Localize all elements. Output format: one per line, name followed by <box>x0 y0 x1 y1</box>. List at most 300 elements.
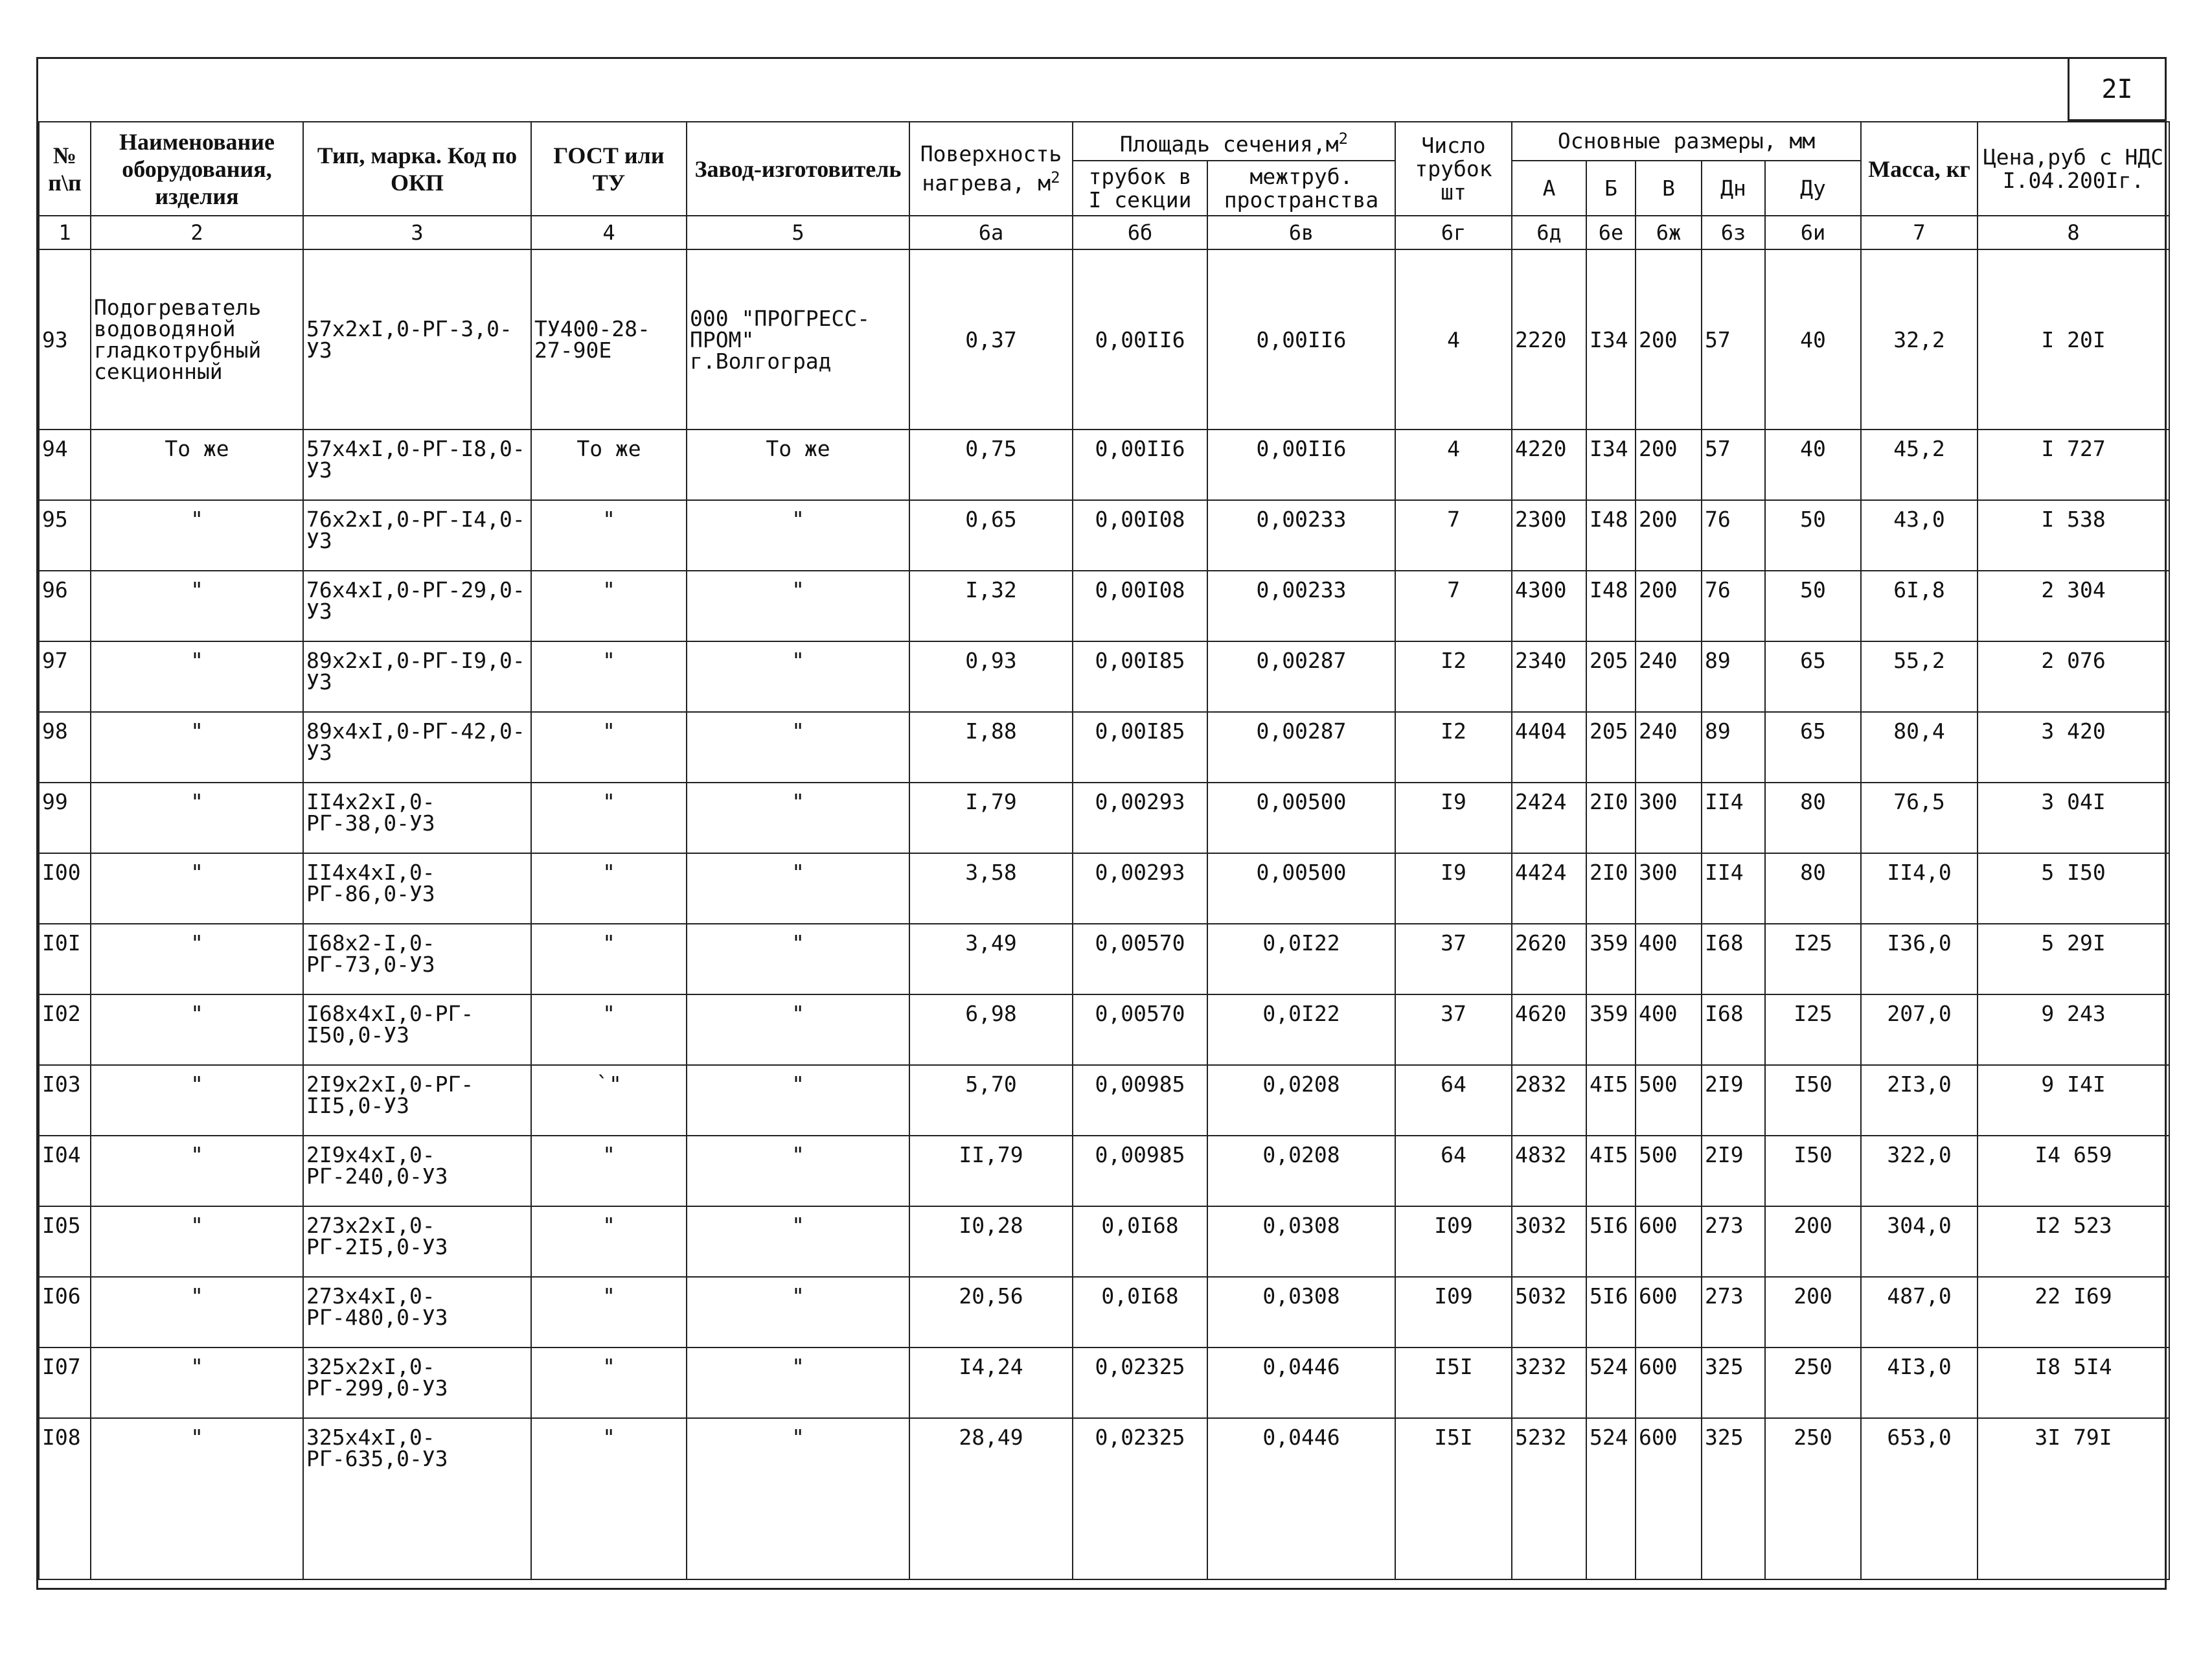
column-number: 6в <box>1207 216 1395 249</box>
cell-mass: I36,0 <box>1861 924 1978 994</box>
header-area-tubes: трубок в I секции <box>1073 161 1207 216</box>
cell-surface: 28,49 <box>909 1418 1073 1579</box>
table-body <box>39 249 2169 1579</box>
cell-surface: I0,28 <box>909 1206 1073 1277</box>
cell-maker: " <box>687 994 909 1065</box>
cell-tubes: 4 <box>1395 249 1512 430</box>
cell-num: I06 <box>39 1277 91 1348</box>
cell-dim-v: 600 <box>1636 1206 1702 1277</box>
cell-tubes: I2 <box>1395 712 1512 783</box>
header-dim-v: В <box>1636 161 1702 216</box>
cell-dim-v: 200 <box>1636 571 1702 641</box>
cell-tubes: 4 <box>1395 430 1512 500</box>
cell-dim-du: 80 <box>1765 853 1861 924</box>
cell-gost: " <box>531 924 687 994</box>
cell-dim-v: 400 <box>1636 924 1702 994</box>
cell-tubes: I09 <box>1395 1206 1512 1277</box>
cell-name: " <box>91 1065 303 1136</box>
cell-dim-a: 4220 <box>1512 430 1586 500</box>
cell-price: I4 659 <box>1978 1136 2169 1206</box>
cell-type: 273х2хI,0-РГ-2I5,0-У3 <box>303 1206 531 1277</box>
cell-maker: " <box>687 500 909 571</box>
cell-name: " <box>91 924 303 994</box>
cell-mass: 76,5 <box>1861 783 1978 853</box>
cell-gost: " <box>531 641 687 712</box>
cell-name: " <box>91 994 303 1065</box>
cell-dim-a: 4832 <box>1512 1136 1586 1206</box>
column-number: 3 <box>303 216 531 249</box>
column-number: 6а <box>909 216 1073 249</box>
header-dims: Основные размеры, мм <box>1512 122 1861 161</box>
cell-dim-a: 4300 <box>1512 571 1586 641</box>
cell-price: 5 29I <box>1978 924 2169 994</box>
cell-surface: 20,56 <box>909 1277 1073 1348</box>
cell-gost: " <box>531 571 687 641</box>
table-row <box>39 1136 2169 1206</box>
cell-dim-dn: 325 <box>1702 1348 1765 1418</box>
header-dim-du: Ду <box>1765 161 1861 216</box>
header-area-inter: межтруб. пространства <box>1207 161 1395 216</box>
cell-area-inter: 0,00233 <box>1207 500 1395 571</box>
cell-dim-b: 2I0 <box>1586 783 1636 853</box>
cell-gost: ТУ400-28-27-90Е <box>531 249 687 430</box>
cell-type: II4х4хI,0-РГ-86,0-У3 <box>303 853 531 924</box>
cell-area-inter: 0,00II6 <box>1207 249 1395 430</box>
cell-mass: II4,0 <box>1861 853 1978 924</box>
cell-num: 94 <box>39 430 91 500</box>
cell-tubes: 37 <box>1395 924 1512 994</box>
cell-name: " <box>91 571 303 641</box>
cell-surface: I,79 <box>909 783 1073 853</box>
cell-gost: " <box>531 1348 687 1418</box>
cell-type: 273х4хI,0-РГ-480,0-У3 <box>303 1277 531 1348</box>
cell-tubes: I9 <box>1395 853 1512 924</box>
cell-name: Подогреватель водоводяной гладкотрубный секционный <box>91 249 303 430</box>
cell-num: 98 <box>39 712 91 783</box>
cell-type: 76х4хI,0-РГ-29,0-У3 <box>303 571 531 641</box>
cell-dim-a: 4404 <box>1512 712 1586 783</box>
cell-mass: 45,2 <box>1861 430 1978 500</box>
cell-num: 97 <box>39 641 91 712</box>
table-row <box>39 853 2169 924</box>
cell-dim-a: 5032 <box>1512 1277 1586 1348</box>
cell-name: " <box>91 853 303 924</box>
cell-gost: `" <box>531 1065 687 1136</box>
cell-mass: 207,0 <box>1861 994 1978 1065</box>
cell-maker: " <box>687 571 909 641</box>
cell-price: I 727 <box>1978 430 2169 500</box>
cell-dim-b: 524 <box>1586 1348 1636 1418</box>
table-row <box>39 1206 2169 1277</box>
cell-type: I68х4хI,0-РГ-I50,0-У3 <box>303 994 531 1065</box>
cell-dim-b: I48 <box>1586 500 1636 571</box>
page-number: 2I <box>2068 59 2165 121</box>
column-number: 6е <box>1586 216 1636 249</box>
document-page <box>36 57 2167 1590</box>
cell-mass: 304,0 <box>1861 1206 1978 1277</box>
cell-surface: I,32 <box>909 571 1073 641</box>
cell-gost: То же <box>531 430 687 500</box>
cell-price: 3I 79I <box>1978 1418 2169 1579</box>
cell-maker: 000 "ПРОГРЕСС-ПРОМ" г.Волгоград <box>687 249 909 430</box>
cell-dim-v: 200 <box>1636 249 1702 430</box>
cell-area-inter: 0,00500 <box>1207 783 1395 853</box>
cell-name: " <box>91 1206 303 1277</box>
cell-dim-dn: 57 <box>1702 249 1765 430</box>
table-row <box>39 249 2169 430</box>
cell-maker: " <box>687 712 909 783</box>
cell-num: 99 <box>39 783 91 853</box>
cell-type: 2I9х2хI,0-РГ-II5,0-У3 <box>303 1065 531 1136</box>
cell-maker: " <box>687 1065 909 1136</box>
cell-area-tubes: 0,00570 <box>1073 924 1207 994</box>
cell-dim-du: 50 <box>1765 571 1861 641</box>
table-row <box>39 1277 2169 1348</box>
cell-num: I0I <box>39 924 91 994</box>
cell-dim-du: I50 <box>1765 1136 1861 1206</box>
cell-dim-dn: 325 <box>1702 1418 1765 1579</box>
column-number: 2 <box>91 216 303 249</box>
cell-area-inter: 0,00500 <box>1207 853 1395 924</box>
header-dim-b: Б <box>1586 161 1636 216</box>
cell-dim-b: I48 <box>1586 571 1636 641</box>
cell-maker: " <box>687 1348 909 1418</box>
cell-dim-dn: 89 <box>1702 641 1765 712</box>
cell-area-inter: 0,0I22 <box>1207 994 1395 1065</box>
cell-dim-b: 4I5 <box>1586 1136 1636 1206</box>
cell-dim-dn: 273 <box>1702 1206 1765 1277</box>
cell-tubes: 7 <box>1395 571 1512 641</box>
cell-area-inter: 0,00287 <box>1207 641 1395 712</box>
cell-name: " <box>91 1348 303 1418</box>
cell-area-inter: 0,0308 <box>1207 1277 1395 1348</box>
column-number: 6и <box>1765 216 1861 249</box>
cell-tubes: I2 <box>1395 641 1512 712</box>
cell-dim-du: I50 <box>1765 1065 1861 1136</box>
table-row <box>39 571 2169 641</box>
cell-dim-dn: 76 <box>1702 500 1765 571</box>
cell-area-tubes: 0,02325 <box>1073 1418 1207 1579</box>
table-row <box>39 641 2169 712</box>
cell-surface: 6,98 <box>909 994 1073 1065</box>
cell-dim-du: I25 <box>1765 994 1861 1065</box>
cell-dim-v: 200 <box>1636 430 1702 500</box>
header-price: Цена,руб с НДС I.04.200Iг. <box>1978 122 2169 216</box>
cell-dim-b: 4I5 <box>1586 1065 1636 1136</box>
cell-dim-du: 65 <box>1765 641 1861 712</box>
column-number: 6з <box>1702 216 1765 249</box>
header-gost: ГОСТ или ТУ <box>531 122 687 216</box>
cell-dim-a: 2340 <box>1512 641 1586 712</box>
cell-dim-b: 359 <box>1586 994 1636 1065</box>
table-row <box>39 924 2169 994</box>
cell-dim-a: 3232 <box>1512 1348 1586 1418</box>
header-name: Наименование оборудования, изделия <box>91 122 303 216</box>
cell-dim-v: 600 <box>1636 1348 1702 1418</box>
cell-gost: " <box>531 712 687 783</box>
cell-area-tubes: 0,02325 <box>1073 1348 1207 1418</box>
cell-area-tubes: 0,00I08 <box>1073 500 1207 571</box>
cell-area-tubes: 0,00I85 <box>1073 641 1207 712</box>
cell-maker: " <box>687 853 909 924</box>
column-number: 6д <box>1512 216 1586 249</box>
cell-name: " <box>91 1136 303 1206</box>
cell-num: I05 <box>39 1206 91 1277</box>
cell-name: " <box>91 1418 303 1579</box>
cell-name: " <box>91 783 303 853</box>
cell-dim-dn: 76 <box>1702 571 1765 641</box>
cell-type: 76х2хI,0-РГ-I4,0-У3 <box>303 500 531 571</box>
table-row <box>39 994 2169 1065</box>
cell-mass: 55,2 <box>1861 641 1978 712</box>
cell-num: I03 <box>39 1065 91 1136</box>
cell-gost: " <box>531 783 687 853</box>
cell-dim-dn: 57 <box>1702 430 1765 500</box>
cell-tubes: 64 <box>1395 1065 1512 1136</box>
table-row <box>39 783 2169 853</box>
cell-area-tubes: 0,00II6 <box>1073 430 1207 500</box>
cell-dim-dn: II4 <box>1702 853 1765 924</box>
cell-area-tubes: 0,0I68 <box>1073 1206 1207 1277</box>
cell-dim-b: 205 <box>1586 712 1636 783</box>
cell-surface: II,79 <box>909 1136 1073 1206</box>
cell-dim-b: 5I6 <box>1586 1206 1636 1277</box>
table-row <box>39 500 2169 571</box>
cell-area-inter: 0,0208 <box>1207 1065 1395 1136</box>
column-number: 6ж <box>1636 216 1702 249</box>
cell-area-tubes: 0,00985 <box>1073 1136 1207 1206</box>
cell-dim-du: 250 <box>1765 1348 1861 1418</box>
cell-tubes: 64 <box>1395 1136 1512 1206</box>
cell-maker: " <box>687 1136 909 1206</box>
cell-area-tubes: 0,00293 <box>1073 853 1207 924</box>
cell-dim-du: 40 <box>1765 249 1861 430</box>
cell-type: 57х4хI,0-РГ-I8,0-У3 <box>303 430 531 500</box>
cell-mass: 487,0 <box>1861 1277 1978 1348</box>
cell-num: 96 <box>39 571 91 641</box>
cell-dim-a: 2832 <box>1512 1065 1586 1136</box>
cell-surface: 0,75 <box>909 430 1073 500</box>
cell-name: То же <box>91 430 303 500</box>
equipment-table <box>38 121 2170 1580</box>
cell-mass: 6I,8 <box>1861 571 1978 641</box>
header-dim-a: А <box>1512 161 1586 216</box>
cell-area-tubes: 0,00570 <box>1073 994 1207 1065</box>
cell-dim-b: 205 <box>1586 641 1636 712</box>
cell-gost: " <box>531 1206 687 1277</box>
cell-surface: 3,58 <box>909 853 1073 924</box>
cell-dim-v: 300 <box>1636 783 1702 853</box>
cell-dim-v: 300 <box>1636 853 1702 924</box>
header-area: Площадь $сечения,м^2$ <box>1073 122 1395 161</box>
cell-type: 325х2хI,0-РГ-299,0-У3 <box>303 1348 531 1418</box>
column-number-row <box>39 216 2169 249</box>
header-mass: Масса, кг <box>1861 122 1978 216</box>
cell-dim-b: I34 <box>1586 430 1636 500</box>
cell-dim-a: 2424 <box>1512 783 1586 853</box>
cell-area-inter: 0,00II6 <box>1207 430 1395 500</box>
cell-price: 2 076 <box>1978 641 2169 712</box>
cell-dim-du: I25 <box>1765 924 1861 994</box>
cell-surface: 3,49 <box>909 924 1073 994</box>
cell-surface: I4,24 <box>909 1348 1073 1418</box>
cell-type: I68х2-I,0-РГ-73,0-У3 <box>303 924 531 994</box>
cell-dim-a: 2620 <box>1512 924 1586 994</box>
cell-dim-b: 5I6 <box>1586 1277 1636 1348</box>
column-number: 6б <box>1073 216 1207 249</box>
cell-mass: 2I3,0 <box>1861 1065 1978 1136</box>
cell-area-inter: 0,0I22 <box>1207 924 1395 994</box>
cell-type: 57х2хI,0-РГ-3,0-У3 <box>303 249 531 430</box>
cell-tubes: 37 <box>1395 994 1512 1065</box>
cell-dim-b: 2I0 <box>1586 853 1636 924</box>
cell-area-inter: 0,00233 <box>1207 571 1395 641</box>
header-maker: Завод-изготовитель <box>687 122 909 216</box>
cell-name: " <box>91 1277 303 1348</box>
cell-surface: I,88 <box>909 712 1073 783</box>
cell-surface: 0,65 <box>909 500 1073 571</box>
cell-mass: 653,0 <box>1861 1418 1978 1579</box>
table-row <box>39 712 2169 783</box>
cell-tubes: 7 <box>1395 500 1512 571</box>
cell-gost: " <box>531 1418 687 1579</box>
cell-dim-a: 2220 <box>1512 249 1586 430</box>
cell-dim-dn: I68 <box>1702 994 1765 1065</box>
cell-area-tubes: 0,00II6 <box>1073 249 1207 430</box>
cell-dim-dn: 2I9 <box>1702 1065 1765 1136</box>
cell-num: 93 <box>39 249 91 430</box>
header-surface: Поверхность нагрева, $м^2$ <box>909 122 1073 216</box>
cell-price: 22 I69 <box>1978 1277 2169 1348</box>
cell-dim-du: 80 <box>1765 783 1861 853</box>
cell-dim-a: 4424 <box>1512 853 1586 924</box>
cell-price: I8 5I4 <box>1978 1348 2169 1418</box>
cell-dim-v: 200 <box>1636 500 1702 571</box>
cell-maker: " <box>687 783 909 853</box>
cell-num: I00 <box>39 853 91 924</box>
header-dim-dn: Дн <box>1702 161 1765 216</box>
cell-price: I2 523 <box>1978 1206 2169 1277</box>
cell-gost: " <box>531 853 687 924</box>
cell-area-inter: 0,0446 <box>1207 1348 1395 1418</box>
cell-dim-v: 600 <box>1636 1418 1702 1579</box>
cell-name: " <box>91 500 303 571</box>
cell-area-tubes: 0,0I68 <box>1073 1277 1207 1348</box>
cell-type: 2I9х4хI,0-РГ-240,0-У3 <box>303 1136 531 1206</box>
table-row <box>39 1418 2169 1579</box>
cell-price: 3 420 <box>1978 712 2169 783</box>
cell-maker: " <box>687 924 909 994</box>
cell-dim-du: 200 <box>1765 1206 1861 1277</box>
cell-price: 5 I50 <box>1978 853 2169 924</box>
cell-dim-dn: 2I9 <box>1702 1136 1765 1206</box>
cell-mass: 43,0 <box>1861 500 1978 571</box>
cell-dim-b: 524 <box>1586 1418 1636 1579</box>
cell-dim-v: 240 <box>1636 641 1702 712</box>
cell-tubes: I9 <box>1395 783 1512 853</box>
column-number: 1 <box>39 216 91 249</box>
cell-num: 95 <box>39 500 91 571</box>
cell-dim-a: 2300 <box>1512 500 1586 571</box>
cell-dim-v: 400 <box>1636 994 1702 1065</box>
cell-price: 2 304 <box>1978 571 2169 641</box>
header-tubes-count: Число трубок шт <box>1395 122 1512 216</box>
cell-area-inter: 0,00287 <box>1207 712 1395 783</box>
cell-dim-dn: II4 <box>1702 783 1765 853</box>
column-number: 4 <box>531 216 687 249</box>
header-num: № п\п <box>39 122 91 216</box>
cell-area-tubes: 0,00985 <box>1073 1065 1207 1136</box>
cell-tubes: I5I <box>1395 1418 1512 1579</box>
cell-price: 3 04I <box>1978 783 2169 853</box>
cell-maker: " <box>687 641 909 712</box>
cell-dim-v: 240 <box>1636 712 1702 783</box>
cell-mass: 322,0 <box>1861 1136 1978 1206</box>
cell-dim-v: 600 <box>1636 1277 1702 1348</box>
cell-dim-du: 65 <box>1765 712 1861 783</box>
cell-type: 89х4хI,0-РГ-42,0-У3 <box>303 712 531 783</box>
cell-type: II4х2хI,0-РГ-38,0-У3 <box>303 783 531 853</box>
cell-surface: 5,70 <box>909 1065 1073 1136</box>
table-row <box>39 1348 2169 1418</box>
cell-surface: 0,93 <box>909 641 1073 712</box>
cell-tubes: I09 <box>1395 1277 1512 1348</box>
cell-area-tubes: 0,00I85 <box>1073 712 1207 783</box>
cell-type: 89х2хI,0-РГ-I9,0-У3 <box>303 641 531 712</box>
cell-dim-du: 250 <box>1765 1418 1861 1579</box>
cell-dim-a: 3032 <box>1512 1206 1586 1277</box>
cell-num: I08 <box>39 1418 91 1579</box>
cell-tubes: I5I <box>1395 1348 1512 1418</box>
cell-dim-b: 359 <box>1586 924 1636 994</box>
cell-area-tubes: 0,00I08 <box>1073 571 1207 641</box>
cell-area-inter: 0,0446 <box>1207 1418 1395 1579</box>
cell-maker: " <box>687 1277 909 1348</box>
cell-dim-a: 4620 <box>1512 994 1586 1065</box>
cell-num: I02 <box>39 994 91 1065</box>
cell-name: " <box>91 641 303 712</box>
cell-type: 325х4хI,0-РГ-635,0-У3 <box>303 1418 531 1579</box>
cell-mass: 32,2 <box>1861 249 1978 430</box>
cell-dim-a: 5232 <box>1512 1418 1586 1579</box>
cell-gost: " <box>531 994 687 1065</box>
cell-name: " <box>91 712 303 783</box>
cell-dim-dn: 89 <box>1702 712 1765 783</box>
column-number: 8 <box>1978 216 2169 249</box>
cell-dim-dn: I68 <box>1702 924 1765 994</box>
cell-mass: 4I3,0 <box>1861 1348 1978 1418</box>
cell-price: 9 243 <box>1978 994 2169 1065</box>
cell-mass: 80,4 <box>1861 712 1978 783</box>
cell-dim-v: 500 <box>1636 1136 1702 1206</box>
column-number: 6г <box>1395 216 1512 249</box>
cell-dim-du: 50 <box>1765 500 1861 571</box>
cell-area-inter: 0,0208 <box>1207 1136 1395 1206</box>
cell-gost: " <box>531 1136 687 1206</box>
cell-maker: То же <box>687 430 909 500</box>
cell-price: 9 I4I <box>1978 1065 2169 1136</box>
table-row <box>39 1065 2169 1136</box>
cell-dim-du: 40 <box>1765 430 1861 500</box>
cell-area-tubes: 0,00293 <box>1073 783 1207 853</box>
cell-price: I 20I <box>1978 249 2169 430</box>
cell-dim-du: 200 <box>1765 1277 1861 1348</box>
cell-num: I07 <box>39 1348 91 1418</box>
cell-area-inter: 0,0308 <box>1207 1206 1395 1277</box>
column-number: 5 <box>687 216 909 249</box>
cell-num: I04 <box>39 1136 91 1206</box>
cell-surface: 0,37 <box>909 249 1073 430</box>
